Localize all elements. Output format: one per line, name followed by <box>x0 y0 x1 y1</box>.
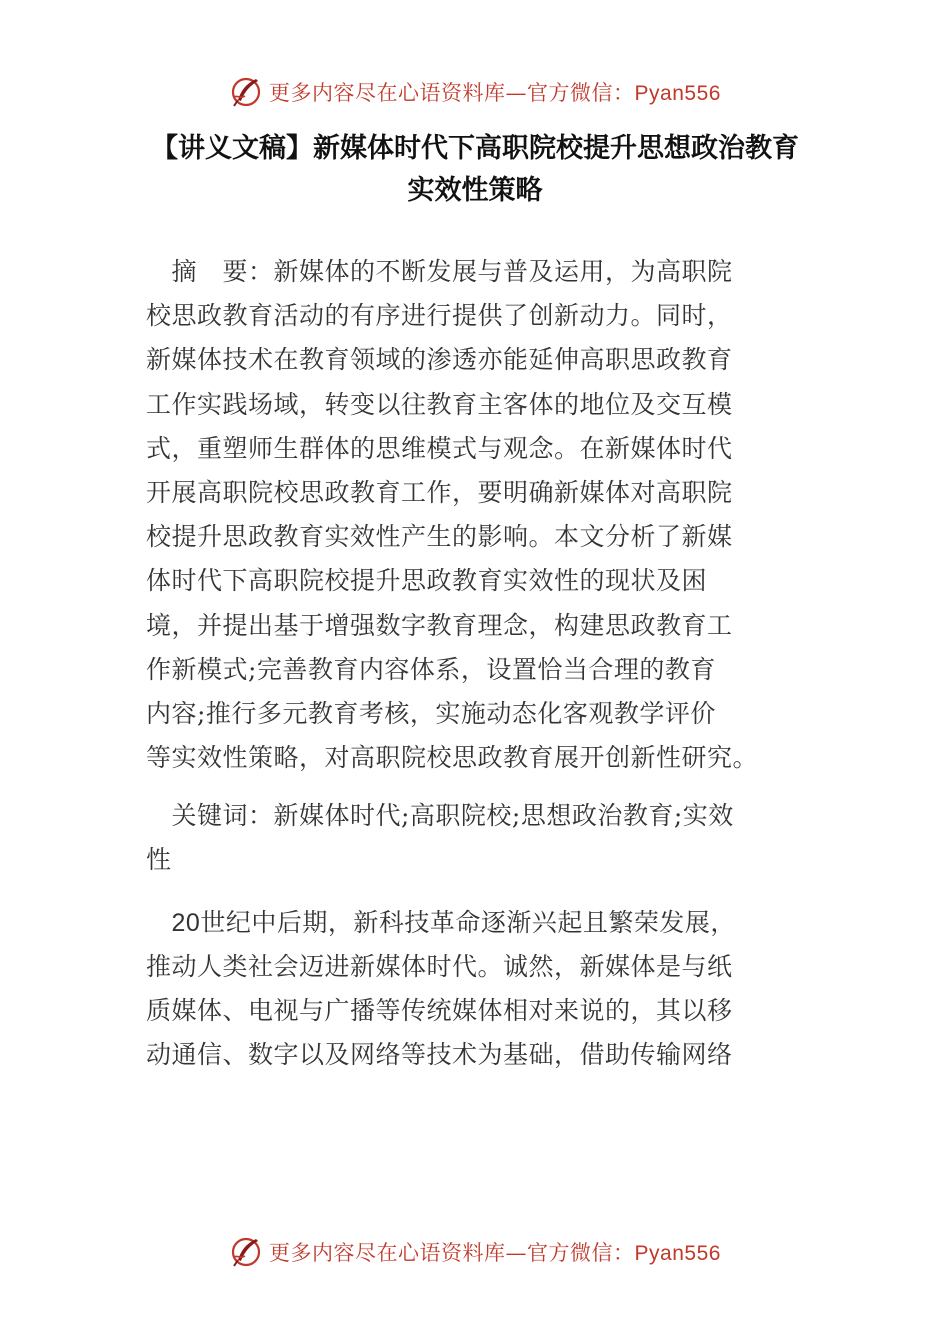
abstract-line: 工作实践场域，转变以往教育主客体的地位及交互模 <box>146 389 733 419</box>
footer-banner-label: 更多内容尽在心语资料库—官方微信： <box>269 1241 635 1265</box>
title-line: 实效性策略 <box>407 175 543 206</box>
header-wechat-id: Pyan556 <box>634 82 721 105</box>
abstract-line: 作新模式;完善教育内容体系，设置恰当合理的教育 <box>146 654 716 684</box>
body-number: 20 <box>171 908 201 937</box>
keywords-line: 关键词：新媒体时代;高职院校;思想政治教育;实效 <box>146 801 734 831</box>
abstract-line: 等实效性策略，对高职院校思政教育展开创新性研究。 <box>146 743 759 773</box>
header-banner-text <box>269 77 721 107</box>
keywords-paragraph <box>146 794 810 882</box>
abstract-line: 校思政教育活动的有序进行提供了创新动力。同时， <box>146 301 733 331</box>
body-line: 推动人类社会迈进新媒体时代。诚然，新媒体是与纸 <box>146 951 733 981</box>
footer-banner <box>0 1232 950 1272</box>
keywords-line: 性 <box>146 845 172 875</box>
header-banner-label: 更多内容尽在心语资料库—官方微信： <box>269 81 635 105</box>
document-title <box>100 128 850 212</box>
footer-banner-text <box>269 1237 721 1267</box>
abstract-paragraph <box>146 250 810 780</box>
title-line: 【讲义文稿】新媒体时代下高职院校提升思想政治教育 <box>151 133 799 164</box>
abstract-line: 式，重塑师生群体的思维模式与观念。在新媒体时代 <box>146 433 733 463</box>
abstract-line: 新媒体技术在教育领域的渗透亦能延伸高职思政教育 <box>146 345 733 375</box>
body-line-text: 世纪中后期，新科技革命逐渐兴起且繁荣发展， <box>200 907 736 937</box>
abstract-line: 校提升思政教育实效性产生的影响。本文分析了新媒 <box>146 522 733 552</box>
abstract-line: 摘 要：新媒体的不断发展与普及运用，为高职院 <box>146 257 733 286</box>
abstract-line: 境，并提出基于增强数字教育理念，构建思政教育工 <box>146 610 733 640</box>
body-line <box>146 901 810 945</box>
quill-logo-icon <box>229 75 263 109</box>
body-line: 质媒体、电视与广播等传统媒体相对来说的，其以移 <box>146 996 733 1025</box>
document-body <box>146 250 810 1077</box>
abstract-line: 开展高职院校思政教育工作，要明确新媒体对高职院 <box>146 477 733 507</box>
abstract-line: 体时代下高职院校提升思政教育实效性的现状及困 <box>146 566 708 596</box>
body-line: 动通信、数字以及网络等技术为基础，借助传输网络 <box>146 1040 733 1070</box>
header-banner <box>0 72 950 112</box>
footer-wechat-id: Pyan556 <box>634 1242 721 1265</box>
abstract-line: 内容;推行多元教育考核，实施动态化客观教学评价 <box>146 698 716 728</box>
body-paragraph <box>146 901 810 1078</box>
quill-logo-icon <box>229 1235 263 1269</box>
